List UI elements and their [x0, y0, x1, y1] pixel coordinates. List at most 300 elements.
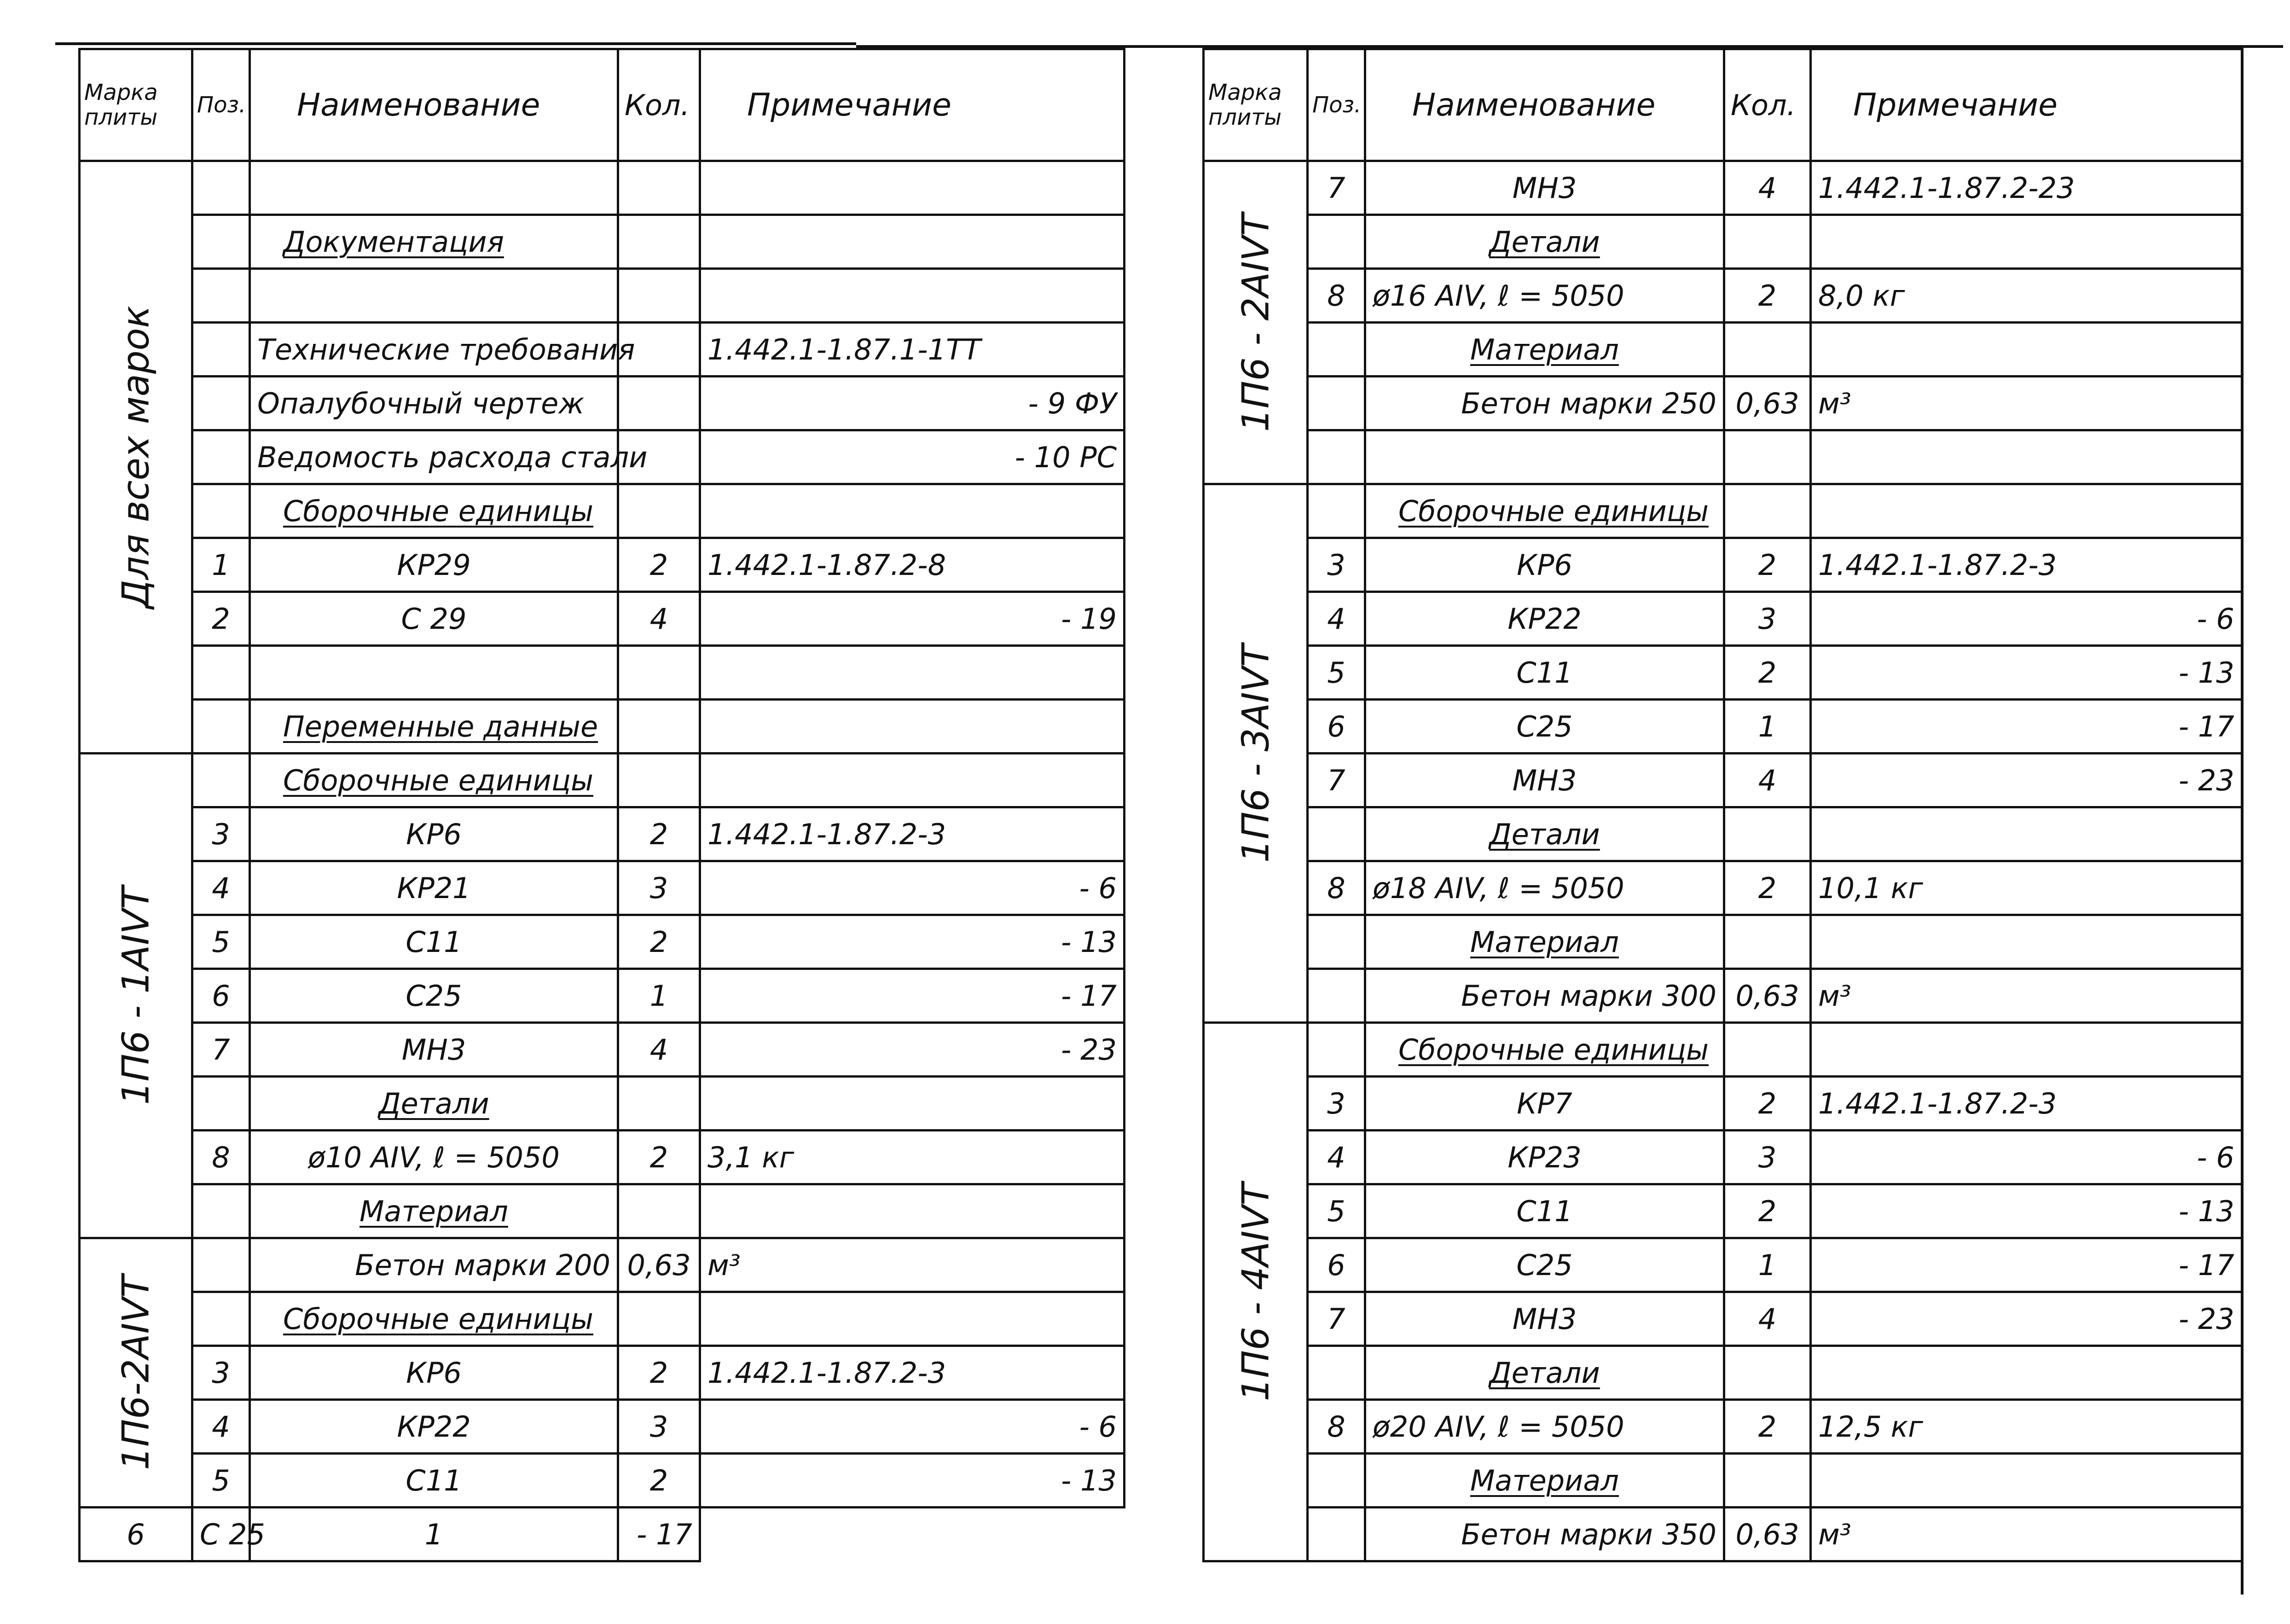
- kol-cell: [1724, 430, 1811, 484]
- pos-cell: [192, 754, 250, 807]
- note-cell: [1811, 484, 2242, 538]
- table-row: [80, 700, 1125, 754]
- name-cell: [192, 1508, 265, 1561]
- name-text: ø10 АIV, ℓ = 5050: [308, 1140, 560, 1174]
- name-cell: [250, 807, 618, 861]
- name-text: Детали: [378, 1086, 489, 1120]
- pos-cell: 5: [192, 1454, 250, 1508]
- name-text: КР22: [1507, 602, 1582, 636]
- name-cell: [1365, 1023, 1724, 1077]
- name-cell: [250, 1346, 618, 1400]
- table-row: [1204, 377, 2242, 430]
- note-cell: - 13: [1811, 646, 2242, 700]
- note-cell: 1.442.1-1.87.2-3: [1811, 538, 2242, 592]
- pos-cell: [192, 323, 250, 377]
- name-cell: [250, 1238, 618, 1292]
- name-text: Материал: [1470, 925, 1619, 959]
- note-cell: - 13: [700, 915, 1125, 969]
- note-cell: [1811, 430, 2242, 484]
- note-cell: 1.442.1-1.87.2-8: [700, 538, 1125, 592]
- name-cell: [1365, 646, 1724, 700]
- name-cell: [250, 969, 618, 1023]
- kol-cell: [618, 377, 700, 430]
- note-cell: - 6: [700, 1400, 1125, 1454]
- marka-cell: [80, 1238, 192, 1508]
- pos-cell: [192, 215, 250, 269]
- pos-cell: 7: [192, 1023, 250, 1077]
- name-text: Детали: [1489, 1356, 1600, 1390]
- pos-cell: 4: [192, 1400, 250, 1454]
- header-kol: Кол.: [1724, 49, 1811, 161]
- name-cell: [1365, 754, 1724, 807]
- table-row: [80, 861, 1125, 915]
- note-cell: 12,5 кг: [1811, 1400, 2242, 1454]
- table-row: [1204, 646, 2242, 700]
- marka-cell: [1204, 1023, 1308, 1561]
- pos-cell: 6: [1308, 1238, 1365, 1292]
- note-cell: - 23: [1811, 1292, 2242, 1346]
- note-cell: 1.442.1-1.87.2-3: [700, 807, 1125, 861]
- table-row: [1204, 592, 2242, 646]
- pos-cell: [192, 269, 250, 323]
- pos-cell: [1308, 1023, 1365, 1077]
- name-text: КР29: [397, 548, 471, 582]
- table-row: [80, 484, 1125, 538]
- pos-cell: [192, 484, 250, 538]
- name-text: С 25: [200, 1517, 265, 1551]
- table-row: [1204, 1454, 2242, 1508]
- table-row: [1204, 861, 2242, 915]
- kol-cell: 3: [618, 1400, 700, 1454]
- pos-cell: 3: [1308, 538, 1365, 592]
- name-text: С25: [1516, 709, 1573, 743]
- table-row: [80, 323, 1125, 377]
- name-text: Сборочные единицы: [283, 494, 594, 528]
- kol-cell: [1724, 484, 1811, 538]
- header-row: [1204, 49, 2242, 161]
- table-row: [1204, 1400, 2242, 1454]
- name-cell: [1365, 1292, 1724, 1346]
- table-row: [80, 592, 1125, 646]
- kol-cell: 2: [618, 538, 700, 592]
- name-cell: [250, 269, 618, 323]
- name-cell: [250, 323, 635, 377]
- pos-cell: 3: [192, 1346, 250, 1400]
- pos-cell: 4: [192, 861, 250, 915]
- name-cell: [1365, 323, 1724, 377]
- note-cell: [700, 215, 1125, 269]
- left-table-body: [80, 161, 1125, 1561]
- kol-cell: 2: [618, 1346, 700, 1400]
- name-cell: [250, 377, 618, 430]
- name-cell: [250, 915, 618, 969]
- name-text: МН3: [1512, 171, 1577, 205]
- note-cell: [700, 1184, 1125, 1238]
- pos-cell: [192, 646, 250, 700]
- name-text: Переменные данные: [283, 709, 598, 743]
- name-cell: [1365, 1184, 1724, 1238]
- name-text: Материал: [359, 1194, 509, 1228]
- marka-label: Для всех марок: [114, 306, 157, 609]
- kol-cell: 2: [1724, 646, 1811, 700]
- header-note: Примечание: [700, 49, 1125, 161]
- kol-cell: 1: [250, 1508, 618, 1561]
- kol-cell: 2: [1724, 1077, 1811, 1131]
- kol-cell: [1724, 807, 1811, 861]
- name-text: ø16 АIV, ℓ = 5050: [1373, 278, 1624, 313]
- kol-cell: [618, 484, 700, 538]
- kol-cell: [1724, 323, 1811, 377]
- note-cell: - 13: [1811, 1184, 2242, 1238]
- kol-cell: 3: [1724, 592, 1811, 646]
- kol-cell: [618, 1184, 700, 1238]
- name-text: С11: [406, 925, 462, 959]
- pos-cell: 5: [1308, 646, 1365, 700]
- name-cell: [250, 754, 618, 807]
- left-spec-table: [78, 48, 1125, 1562]
- name-text: КР21: [397, 871, 471, 905]
- table-row: [80, 646, 1125, 700]
- name-cell: [250, 1184, 618, 1238]
- kol-cell: 2: [618, 1131, 700, 1184]
- note-cell: 1.442.1-1.87.2-3: [1811, 1077, 2242, 1131]
- kol-cell: 2: [618, 915, 700, 969]
- pos-cell: 3: [192, 807, 250, 861]
- table-row: [80, 754, 1125, 807]
- name-cell: [250, 646, 618, 700]
- name-cell: [1365, 1400, 1724, 1454]
- note-cell: - 6: [1811, 1131, 2242, 1184]
- kol-cell: 3: [1724, 1131, 1811, 1184]
- name-cell: [250, 1454, 618, 1508]
- kol-cell: 2: [1724, 269, 1811, 323]
- note-cell: [1811, 1346, 2242, 1400]
- kol-cell: 0,63: [1724, 969, 1811, 1023]
- kol-cell: [618, 215, 700, 269]
- kol-cell: [1724, 215, 1811, 269]
- pos-cell: [1308, 323, 1365, 377]
- pos-cell: 6: [192, 969, 250, 1023]
- pos-cell: [1308, 484, 1365, 538]
- kol-cell: 4: [618, 1023, 700, 1077]
- right-table-body: [1204, 161, 2242, 1561]
- name-text: Ведомость расхода стали: [257, 440, 648, 474]
- name-text: Сборочные единицы: [1398, 1032, 1709, 1067]
- name-cell: [1365, 430, 1724, 484]
- note-cell: 10,1 кг: [1811, 861, 2242, 915]
- note-cell: [700, 754, 1125, 807]
- name-text: Детали: [1489, 225, 1600, 259]
- kol-cell: [618, 161, 700, 215]
- table-row: [1204, 161, 2242, 215]
- header-kol: Кол.: [618, 49, 700, 161]
- kol-cell: 0,63: [1724, 1508, 1811, 1561]
- kol-cell: [1724, 1346, 1811, 1400]
- name-text: Бетон марки 300: [1461, 979, 1716, 1013]
- note-cell: 8,0 кг: [1811, 269, 2242, 323]
- table-row: [1204, 215, 2242, 269]
- name-text: МН3: [401, 1032, 466, 1067]
- table-row: [1204, 1184, 2242, 1238]
- name-text: Сборочные единицы: [283, 763, 594, 797]
- table-row: [1204, 1508, 2242, 1561]
- name-text: МН3: [1512, 763, 1577, 797]
- pos-cell: [192, 1184, 250, 1238]
- name-cell: [250, 861, 618, 915]
- note-cell: - 13: [700, 1454, 1125, 1508]
- name-cell: [1365, 1346, 1724, 1400]
- pos-cell: [1308, 969, 1365, 1023]
- note-cell: [1811, 1023, 2242, 1077]
- table-row: [80, 161, 1125, 215]
- table-row: [1204, 1023, 2242, 1077]
- pos-cell: 7: [1308, 161, 1365, 215]
- name-cell: [250, 1400, 618, 1454]
- pos-cell: 4: [1308, 1131, 1365, 1184]
- note-cell: [700, 1292, 1125, 1346]
- pos-cell: [1308, 215, 1365, 269]
- table-row: [80, 807, 1125, 861]
- note-cell: [700, 646, 1125, 700]
- name-cell: [250, 1077, 618, 1131]
- name-cell: [1365, 807, 1724, 861]
- name-cell: [250, 484, 618, 538]
- kol-cell: 2: [1724, 538, 1811, 592]
- name-text: Бетон марки 350: [1461, 1517, 1716, 1551]
- name-cell: [1365, 538, 1724, 592]
- pos-cell: 5: [192, 915, 250, 969]
- marka-cell: [1204, 161, 1308, 484]
- name-cell: [250, 1292, 618, 1346]
- kol-cell: 4: [1724, 161, 1811, 215]
- name-cell: [1365, 861, 1724, 915]
- header-pos: Поз.: [192, 49, 250, 161]
- name-text: С25: [1516, 1248, 1573, 1282]
- header-name: Наименование: [1365, 49, 1724, 161]
- kol-cell: [1724, 915, 1811, 969]
- name-cell: [1365, 1508, 1724, 1561]
- header-marka: Марка плиты: [80, 49, 192, 161]
- name-text: Сборочные единицы: [283, 1302, 594, 1336]
- note-cell: [1811, 215, 2242, 269]
- table-row: [1204, 1077, 2242, 1131]
- pos-cell: 6: [80, 1508, 192, 1561]
- note-cell: м³: [700, 1238, 1125, 1292]
- name-cell: [1365, 700, 1724, 754]
- note-cell: [1811, 323, 2242, 377]
- name-text: Сборочные единицы: [1398, 494, 1709, 528]
- name-text: КР22: [397, 1409, 471, 1444]
- note-cell: - 9 ФУ: [700, 377, 1125, 430]
- table-row: [80, 1238, 1125, 1292]
- pos-cell: 3: [1308, 1077, 1365, 1131]
- note-cell: [700, 1077, 1125, 1131]
- kol-cell: 0,63: [618, 1238, 700, 1292]
- table-row: [80, 1131, 1125, 1184]
- kol-cell: [1724, 1023, 1811, 1077]
- pos-cell: [1308, 915, 1365, 969]
- header-pos: Поз.: [1308, 49, 1365, 161]
- name-text: Материал: [1470, 332, 1619, 366]
- name-text: С11: [1516, 655, 1573, 690]
- note-cell: м³: [1811, 969, 2242, 1023]
- note-cell: - 17: [1811, 1238, 2242, 1292]
- marka-cell: [80, 754, 192, 1238]
- note-cell: - 23: [700, 1023, 1125, 1077]
- table-row: [1204, 1346, 2242, 1400]
- name-text: С25: [406, 979, 462, 1013]
- header-row: [80, 49, 1125, 161]
- pos-cell: 8: [1308, 269, 1365, 323]
- marka-label: 1П6 - 2АIVТ: [1234, 213, 1277, 432]
- name-cell: [1365, 484, 1724, 538]
- pos-cell: 4: [1308, 592, 1365, 646]
- table-row: [1204, 700, 2242, 754]
- note-cell: [700, 161, 1125, 215]
- name-cell: [1365, 377, 1724, 430]
- kol-cell: [618, 646, 700, 700]
- table-row: [80, 1023, 1125, 1077]
- table-row: [80, 1454, 1125, 1508]
- table-row: [1204, 754, 2242, 807]
- table-row: [1204, 807, 2242, 861]
- note-cell: [700, 484, 1125, 538]
- right-spec-table: [1202, 48, 2243, 1562]
- table-row: [1204, 1238, 2242, 1292]
- kol-cell: 0,63: [1724, 377, 1811, 430]
- pos-cell: 8: [1308, 861, 1365, 915]
- table-row: [80, 915, 1125, 969]
- table-row: [1204, 915, 2242, 969]
- name-text: КР6: [406, 817, 462, 851]
- note-cell: - 10 РС: [700, 430, 1125, 484]
- table-row: [1204, 1292, 2242, 1346]
- note-cell: - 6: [700, 861, 1125, 915]
- pos-cell: [1308, 430, 1365, 484]
- table-row: [80, 538, 1125, 592]
- kol-cell: 2: [1724, 1400, 1811, 1454]
- pos-cell: 6: [1308, 700, 1365, 754]
- kol-cell: 1: [1724, 700, 1811, 754]
- note-cell: - 6: [1811, 592, 2242, 646]
- name-text: Материал: [1470, 1463, 1619, 1497]
- kol-cell: 4: [618, 592, 700, 646]
- name-cell: [1365, 1077, 1724, 1131]
- table-row: [1204, 430, 2242, 484]
- header-name: Наименование: [250, 49, 618, 161]
- table-row: [1204, 1131, 2242, 1184]
- pos-cell: [192, 377, 250, 430]
- name-cell: [1365, 215, 1724, 269]
- header-marka: Марка плиты: [1204, 49, 1308, 161]
- name-cell: [1365, 269, 1724, 323]
- pos-cell: [1308, 1508, 1365, 1561]
- note-cell: [1811, 1454, 2242, 1508]
- name-cell: [250, 592, 618, 646]
- kol-cell: 2: [1724, 1184, 1811, 1238]
- marka-cell: [80, 161, 192, 754]
- table-row: [1204, 969, 2242, 1023]
- kol-cell: 4: [1724, 754, 1811, 807]
- name-cell: [250, 430, 648, 484]
- name-text: Опалубочный чертеж: [257, 386, 585, 420]
- marka-cell: [1204, 484, 1308, 1023]
- pos-cell: [192, 700, 250, 754]
- kol-cell: [618, 754, 700, 807]
- pos-cell: 5: [1308, 1184, 1365, 1238]
- table-row: [80, 430, 1125, 484]
- note-cell: 1.442.1-1.87.1-1ТТ: [700, 323, 1125, 377]
- kol-cell: [618, 1292, 700, 1346]
- name-cell: [250, 215, 618, 269]
- name-text: Детали: [1489, 817, 1600, 851]
- pos-cell: [192, 1238, 250, 1292]
- table-row: [1204, 484, 2242, 538]
- name-text: С11: [406, 1463, 462, 1497]
- table-row: [80, 1400, 1125, 1454]
- name-text: КР6: [1517, 548, 1572, 582]
- name-text: МН3: [1512, 1302, 1577, 1336]
- marka-label: 1П6 - 1АIVТ: [114, 886, 157, 1105]
- table-row: [80, 1184, 1125, 1238]
- note-cell: - 17: [618, 1508, 700, 1561]
- note-cell: - 17: [1811, 700, 2242, 754]
- pos-cell: 1: [192, 538, 250, 592]
- kol-cell: [1724, 1454, 1811, 1508]
- note-cell: - 23: [1811, 754, 2242, 807]
- table-row: [80, 1346, 1125, 1400]
- name-text: Бетон марки 250: [1461, 386, 1716, 420]
- name-cell: [250, 161, 618, 215]
- pos-cell: [1308, 807, 1365, 861]
- name-cell: [1365, 161, 1724, 215]
- pos-cell: 2: [192, 592, 250, 646]
- note-cell: 1.442.1-1.87.2-23: [1811, 161, 2242, 215]
- name-text: ø18 АIV, ℓ = 5050: [1373, 871, 1624, 905]
- name-text: КР23: [1507, 1140, 1582, 1174]
- pos-cell: 7: [1308, 754, 1365, 807]
- kol-cell: [618, 700, 700, 754]
- top-border-left: [55, 42, 856, 45]
- kol-cell: 2: [1724, 861, 1811, 915]
- pos-cell: 8: [1308, 1400, 1365, 1454]
- pos-cell: [1308, 1346, 1365, 1400]
- table-row: [80, 377, 1125, 430]
- name-text: КР7: [1517, 1086, 1572, 1120]
- kol-cell: 1: [1724, 1238, 1811, 1292]
- name-cell: [250, 1023, 618, 1077]
- kol-cell: 2: [618, 807, 700, 861]
- table-row: [80, 969, 1125, 1023]
- name-cell: [1365, 915, 1724, 969]
- name-text: Бетон марки 200: [355, 1248, 610, 1282]
- note-cell: - 17: [700, 969, 1125, 1023]
- note-cell: [1811, 915, 2242, 969]
- name-text: КР6: [406, 1356, 462, 1390]
- note-cell: 1.442.1-1.87.2-3: [700, 1346, 1125, 1400]
- kol-cell: 2: [618, 1454, 700, 1508]
- name-text: Технические требования: [257, 332, 635, 366]
- table-row: [80, 1508, 1125, 1561]
- name-cell: [1365, 969, 1724, 1023]
- pos-cell: [192, 1077, 250, 1131]
- kol-cell: 3: [618, 861, 700, 915]
- pos-cell: [1308, 377, 1365, 430]
- table-row: [80, 269, 1125, 323]
- pos-cell: [192, 161, 250, 215]
- name-text: С11: [1516, 1194, 1573, 1228]
- name-cell: [250, 538, 618, 592]
